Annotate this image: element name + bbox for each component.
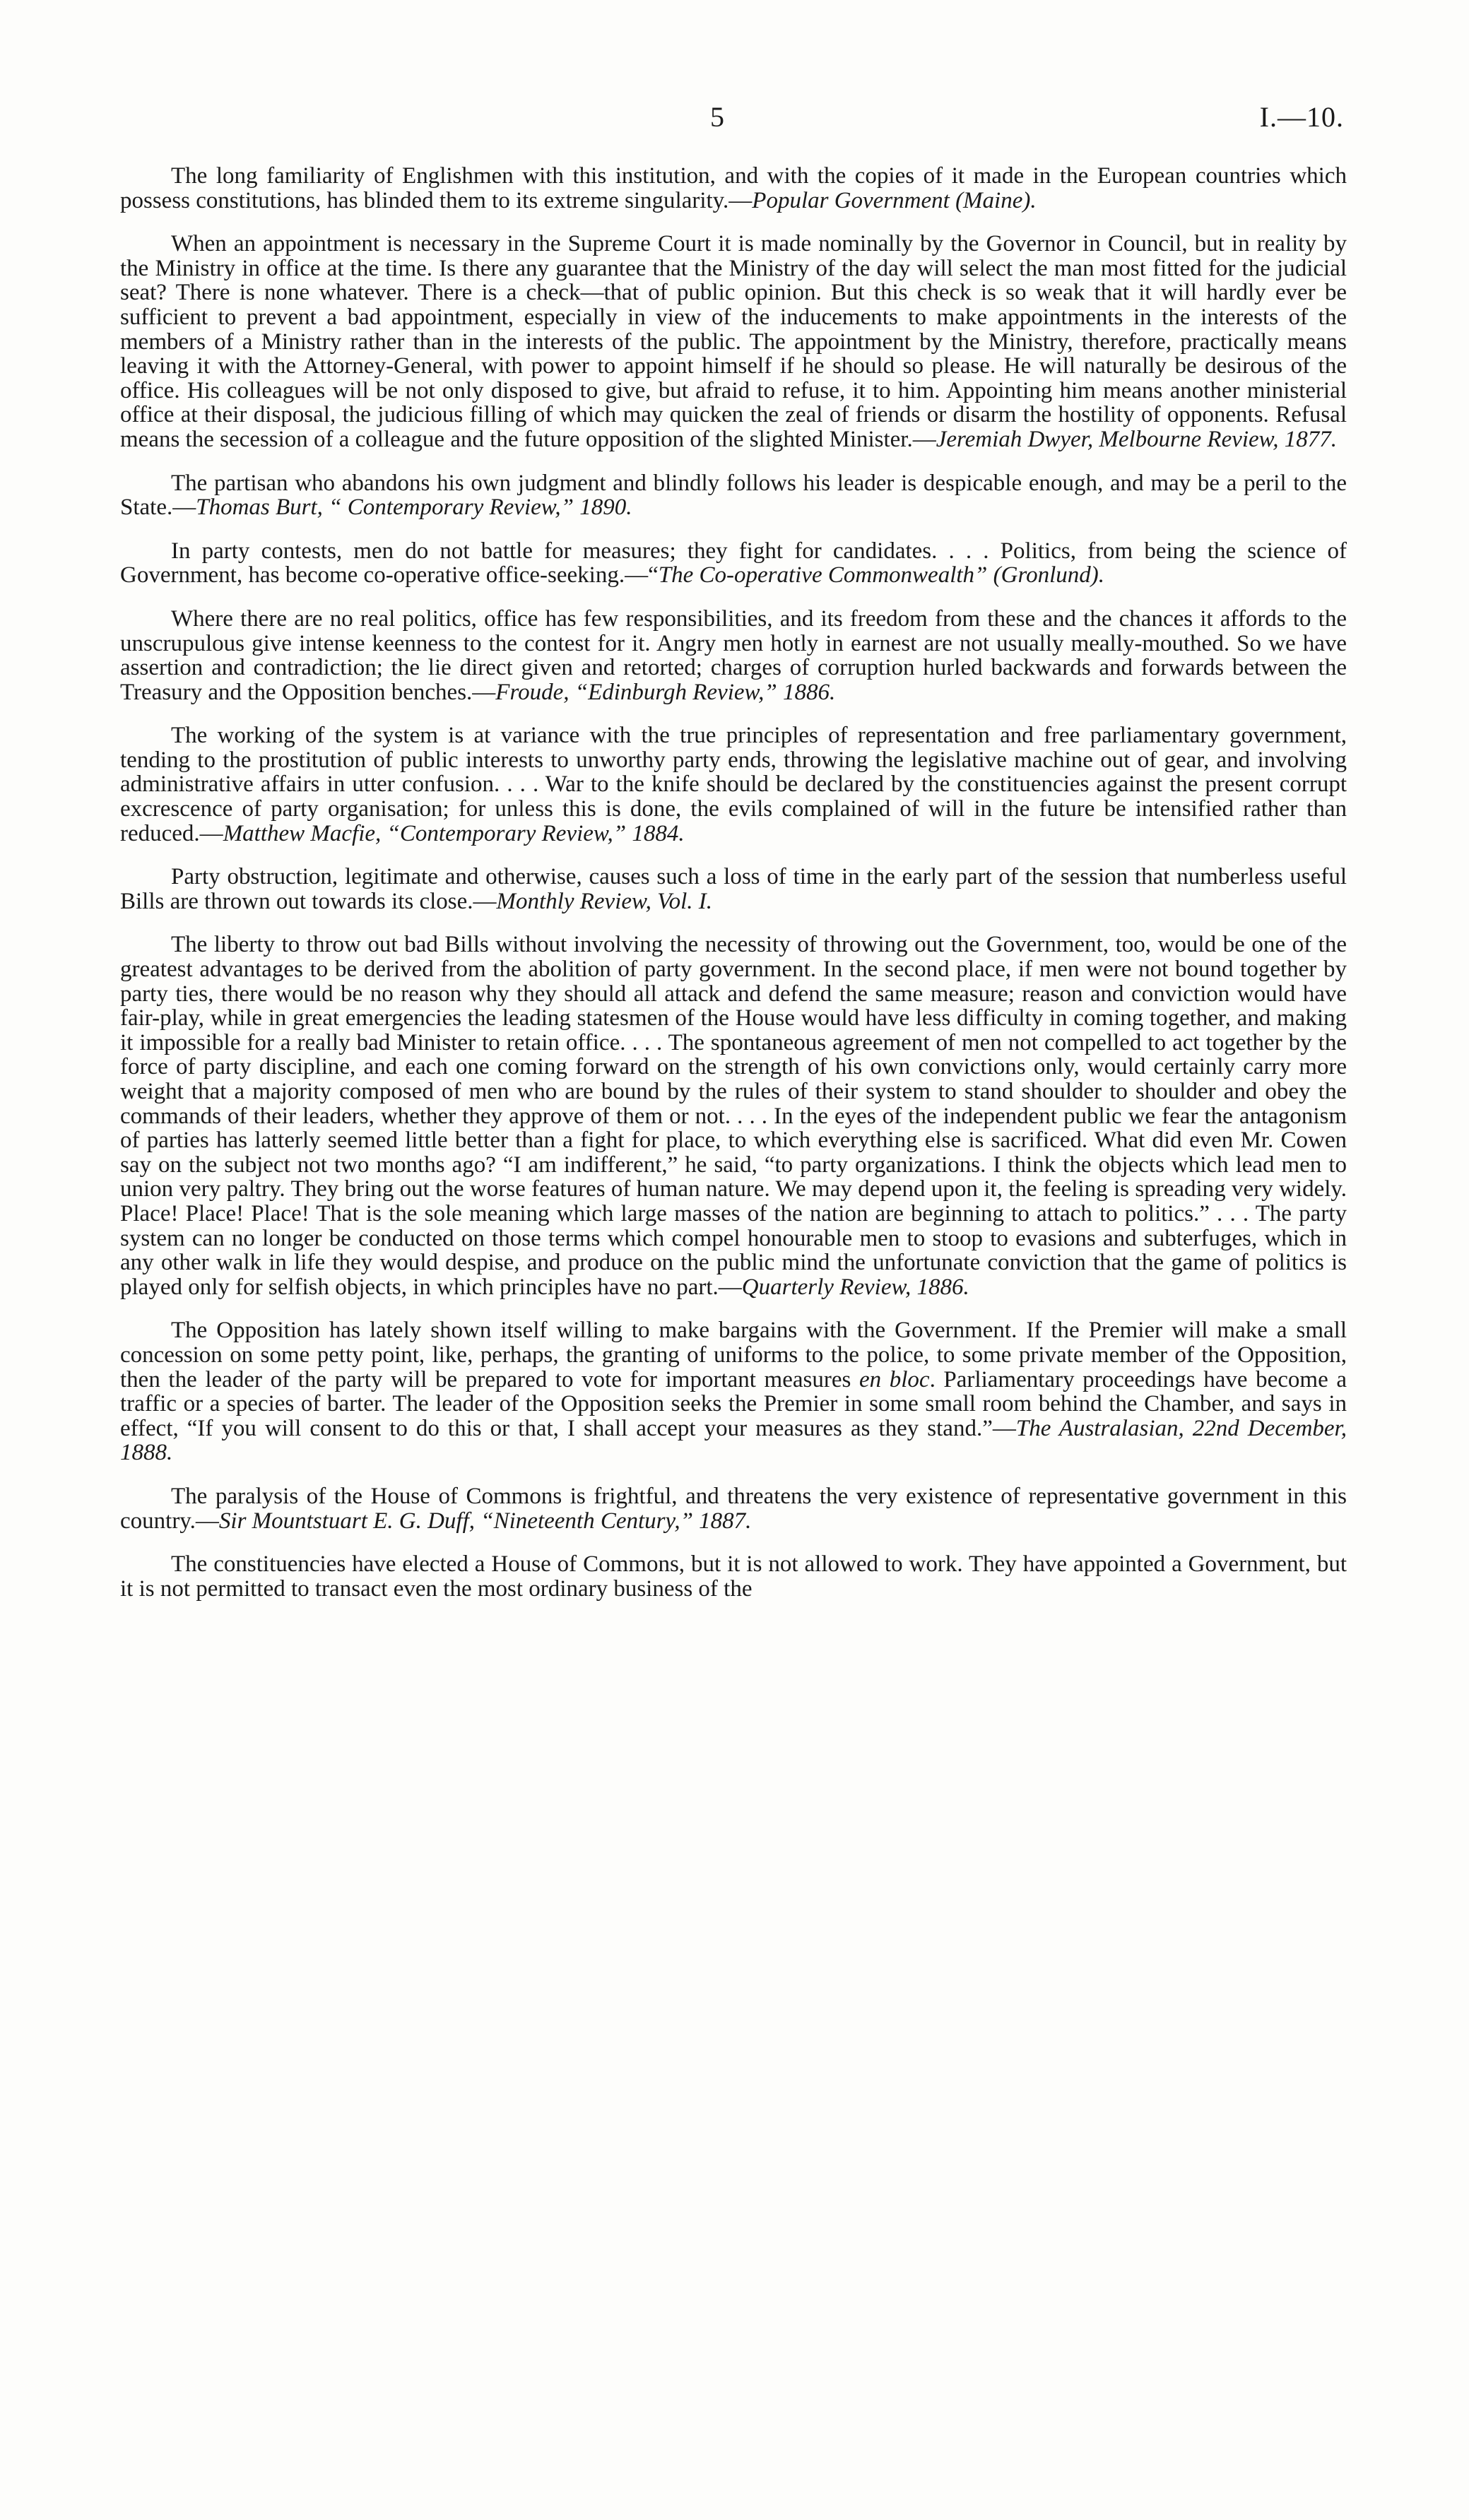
quote-paragraph — [120, 232, 1347, 451]
quote-paragraph — [120, 539, 1347, 588]
page-header — [0, 100, 1469, 143]
quote-source: Quarterly Review, 1886. — [741, 1274, 969, 1300]
quote-source: Sir Mountstuart E. G. Duff, “Nineteenth Century,” 1887. — [218, 1508, 752, 1534]
quote-paragraph — [120, 607, 1347, 704]
quote-text: The working of the system is at variance with the true principles of representation and free parliamentary government, tending to the prostitution of public interests to unworthy party ends, throwing the legislative machine out of gear, and involving administrative affairs in utter confusion. . . . War to the knife should be declared by the constituencies against the present corrupt excrescence of party organisation; for unless this is done, the evils complained of will in the future be intensified rather than reduced.— — [120, 723, 1347, 846]
page-number: 5 — [710, 101, 724, 133]
body-text — [120, 164, 1347, 1620]
quote-text: In party contests, men do not battle for measures; they fight for candidates. . . . Politics, from being the science of Government, has become co-operative office-seeking.—“ — [120, 538, 1347, 588]
quote-text: The liberty to throw out bad Bills without involving the necessity of throwing out the Government, too, would be one of the greatest advantages to be derived from the abolition of party government. In the second place, if men were not bound together by party ties, there would be no reason why they should all attack and defend the same measure; reason and conviction would have fair-play, while in great emergencies the leading statesmen of the House would have less difficulty in coming together, and making it impossible for a really bad Minister to retain office. . . . The spontaneous agreement of men not compelled to act together by the force of party discipline, and each one coming forward on the strength of his own convictions only, would certainly carry more weight that a majority composed of men who are bound by the rules of their system to stand shoulder to shoulder and obey the commands of their leaders, whether they approve of them or not. . . . In the eyes of the independent public we fear the antagonism of parties has latterly seemed little better than a fight for place, to which everything else is sacrificed. What did even Mr. Cowen say on the subject not two months ago? “I am indifferent,” he said, “to party organizations. I think the objects which lead men to union very paltry. They bring out the worse features of human nature. We may depend upon it, the feeling is spreading very widely. Place! Place! Place! That is the sole meaning which large masses of the nation are beginning to attach to politics.” . . . The party system can no longer be conducted on those terms which compel honourable men to stoop to evasions and subterfuges, which in any other walk in life they would despise, and produce on the public mind the unfortunate conviction that the game of politics is played only for selfish objects, in which principles have no part.— — [120, 932, 1347, 1300]
quote-text: Party obstruction, legitimate and otherwise, causes such a loss of time in the early part of the session that numberless useful Bills are thrown out towards its close.— — [120, 864, 1347, 914]
quote-source: Froude, “Edinburgh Review,” 1886. — [495, 679, 836, 705]
quote-paragraph — [120, 723, 1347, 846]
quote-paragraph — [120, 933, 1347, 1299]
quote-text: The paralysis of the House of Commons is frightful, and threatens the very existence of representative government in this country.— — [120, 1483, 1347, 1534]
quote-paragraph — [120, 1318, 1347, 1465]
quote-text: The partisan who abandons his own judgment and blindly follows his leader is despicable enough, and may be a peril to the State.— — [120, 470, 1347, 521]
quote-source: The Co-operative Commonwealth” (Gronlund). — [658, 562, 1104, 588]
quote-source: The Australasian, 22nd December, 1888. — [120, 1415, 1347, 1466]
quote-emphasis: en bloc — [859, 1366, 930, 1392]
quote-text-lead: The Opposition has lately shown itself willing to make bargains with the Government. If the Premier will make a small concession on some petty point, like, perhaps, the granting of uniforms to the police, to some private member of the Opposition, then the leader of the party will be prepared to vote for important measures — [120, 1318, 1347, 1392]
quote-source: Thomas Burt, “ Contemporary Review,” 1890. — [196, 495, 632, 521]
quote-text: . Parliamentary proceedings have become a traffic or a species of barter. The leader of the Opposition seeks the Premier in some small room behind the Chamber, and says in effect, “If you will consent to do this or that, I shall accept your measures as they stand.”— — [120, 1366, 1347, 1441]
quote-text: When an appointment is necessary in the Supreme Court it is made nominally by the Governor in Council, but in reality by the Ministry in office at the time. Is there any guarantee that the Ministry of the day will select the man most fitted for the judicial seat? There is none whatever. There is a check—that of public opinion. But this check is so weak that it will hardly ever be sufficient to prevent a bad appointment, especially in view of the inducements to make appointments in the interests of the members of a Ministry rather than in the interests of the public. The appointment by the Ministry, therefore, practically means leaving it with the Attorney-General, with power to appoint himself if he should so please. He will naturally be desirous of the office. His colleagues will be not only disposed to give, but afraid to refuse, it to him. Appointing him means another ministerial office at their disposal, the judicious filling of which may quicken the zeal of friends or disarm the hostility of opponents. Refusal means the secession of a colleague and the future opposition of the slighted Minister.— — [120, 231, 1347, 452]
quote-text: Where there are no real politics, office has few responsibilities, and its freedom from these and the chances it affords to the unscrupulous give intense keenness to the contest for it. Angry men hotly in earnest are not usually meally-mouthed. So we have assertion and contradiction; the lie direct given and retorted; charges of corruption hurled backwards and forwards between the Treasury and the Opposition benches.— — [120, 605, 1347, 705]
quote-source: Jeremiah Dwyer, Melbourne Review, 1877. — [936, 426, 1337, 452]
quote-text: The long familiarity of Englishmen with this institution, and with the copies of it made in the European countries which possess constitutions, has blinded them to its extreme singularity.— — [120, 163, 1347, 213]
quote-source: Monthly Review, Vol. I. — [496, 888, 712, 914]
quote-paragraph — [120, 865, 1347, 913]
quote-paragraph — [120, 1484, 1347, 1533]
document-reference: I.—10. — [1259, 101, 1344, 133]
quote-paragraph — [120, 164, 1347, 213]
quote-paragraph — [120, 1552, 1347, 1601]
quote-source: Popular Government (Maine). — [752, 187, 1037, 213]
quote-source: Matthew Macfie, “Contemporary Review,” 1884. — [223, 820, 685, 846]
quote-text: The constituencies have elected a House of Commons, but it is not allowed to work. They have appointed a Government, but it is not permitted to transact even the most ordinary business of the — [120, 1551, 1347, 1602]
quote-paragraph — [120, 471, 1347, 520]
